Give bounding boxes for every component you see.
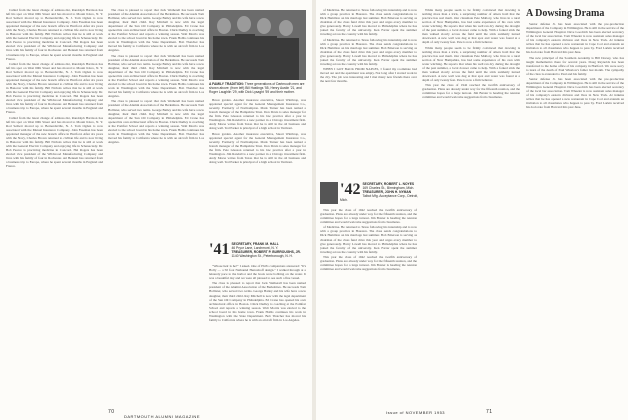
right-column-2b-text: This year the class of 1942 reached the twelfth anniversary of graduation. Plans are already under way for the fifteenth reunion, and the committee hopes for a large turnout. Jim Baxter is heading the reunion committee and would welcome suggestions from classmates.	[422, 83, 520, 100]
left-column-1	[6, 8, 103, 406]
class-41-treasurer: TREASURER, ROBERT P. BURROUGHS, JR.	[231, 250, 301, 254]
right-column-3-text: Senior defense Jr. has been associated with the pre-production department of the Company in Wilmington. He is still in the service of the Wilmington General Hospital. Dave Goodrich has been elected secretary of the local bar association. Tom Wheeler is now assistant sales manager of his company's eastern division and lives in New York. Al Jenkins writes that he has opened a new restaurant in Cape Cod and extends an invitation to all classmates who happen to pass by. Fred Larkin received his doctorate from Harvard this past June.	[526, 22, 624, 55]
class-42-secretary-name: SECRETARY, ROBERT L. NOYES	[362, 182, 415, 186]
class-41-secretary-name: SECRETARY, FRANK M. HALL	[231, 242, 279, 246]
left-column-3b	[209, 264, 306, 406]
left-column-2-text-repeat-2: The class is pleased to report that Jack Wetherell has been named president of the Alumni Association of the Berkshires. He succeeds Tom Hollister, who served two terms. George Bailey and his wife have a new daughter, their third child. Ray Mitchell is now with the legal department of the Sun Oil Company in Philadelphia. Ed Crane has opened his own architectural office in Boston. Chick Dudley is coaching at the Pomfret School and reports a winning season. Walt Morris was elected to the school board in his home town. Frank Hollis continues his work in Washington with the State Department. Bob Thatcher has moved his family to California where he is with an aircraft firm in Los Angeles.	[108, 99, 204, 144]
right-column-1-text: of Medicine. He returned to Texas following his internship and is now with a group practice in Houston. The class sends congratulations to Dick Hamilton on his marriage last summer. Bob Emerson is serving as chairman of the class fund drive this year and urges every member to give generously. Harry Lowell has moved to Philadelphia where he has joined the faculty of the university. Ken Farrar spent the summer traveling across the country with his family.	[320, 8, 417, 37]
class-41-address: 46 Pryor Lane, Larchmont, N. Y.	[231, 246, 279, 250]
right-column-1c	[320, 208, 417, 406]
left-column-2-text: The class is pleased to report that Jack Wetherell has been named president of the Alumni Association of the Berkshires. He succeeds Tom Hollister, who served two terms. George Bailey and his wife have a new daughter, their third child. Ray Mitchell is now with the legal department of the Sun Oil Company in Philadelphia. Ed Crane has opened his own architectural office in Boston. Chick Dudley is coaching at the Pomfret School and reports a winning season. Walt Morris was elected to the school board in his home town. Frank Hollis continues his work in Washington with the State Department. Bob Thatcher has moved his family to California where he is with an aircraft firm in Los Angeles.	[108, 8, 204, 53]
left-footer-title: DARTMOUTH ALUMNI MAGAZINE	[124, 414, 200, 419]
left-column-2	[108, 8, 204, 406]
left-column-1-text-repeat-2: Culled from the latest change of address-list, Randolph Harrison has left his spot on West 60th Street and has moved to Mount Kisco, N. Y. Rod Seibert moved up to Bernardsville, N. J. Tom Ogden is now associated with the Mutual Insurance Company. John Freeman has been appointed manager of the new branch office in Hartford. After six years with the Navy, Charles Brown returned to civilian life and is now living in Hanover with his family. Bill Nichols writes that he is still at work with the General Electric Company and enjoying life in Schenectady. Dr. Bob Pearce is practicing medicine in Concord. Hal Rogers has been elected vice president of the Wildwood Manufacturing Company and lives with his family of four in Rochester. Art Bennett has returned from a business trip to Europe, where he spent several months in England and France.	[6, 115, 103, 169]
right-column-1-text-repeat: of Medicine. He returned to Texas following his internship and is now with a group practice in Houston. The class sends congratulations to Dick Hamilton on his marriage last summer. Bob Emerson is serving as chairman of the class fund drive this year and urges every member to give generously. Harry Lowell has moved to Philadelphia where he has joined the faculty of the university. Ken Farrar spent the summer traveling across the country with his family.	[320, 37, 417, 66]
article-title: A Dowsing Drama	[526, 8, 605, 19]
right-column-2-text-repeat: While many people seem to be firmly convinced that dowsing is nothing more than a trick, a surprising number of others hold that the practice has real merit. Our classmate Pete Mallory, who lives in a rural section of New Hampshire, has had some experience of his own with water witching. He reports that when his well ran dry during the drought of the past summer, a local dowser came to help. With a forked stick the man walked slowly across the field until the stick suddenly turned downward. A new well was dug at that spot and water was found at a depth of only twenty feet. Pete is now a firm believer.	[422, 45, 520, 82]
right-footer-title: Issue of NOVEMBER 1953	[386, 410, 446, 415]
left-column-3	[209, 98, 306, 238]
right-column-1	[320, 8, 417, 178]
left-column-1-text: Culled from the latest change of address-list, Randolph Harrison has left his spot on West 60th Street and has moved to Mount Kisco, N. Y. Rod Seibert moved up to Bernardsville, N. J. Tom Ogden is now associated with the Mutual Insurance Company. John Freeman has been appointed manager of the new branch office in Hartford. After six years with the Navy, Charles Brown returned to civilian life and is now living in Hanover with his family. Bill Nichols writes that he is still at work with the General Electric Company and enjoying life in Schenectady. Dr. Bob Pearce is practicing medicine in Concord. Hal Rogers has been elected vice president of the Wildwood Manufacturing Company and lives with his family of four in Rochester. Art Bennett has returned from a business trip to Europe, where he spent several months in England and France.	[6, 8, 103, 61]
right-column-1c-text-repeat-2: This year the class of 1942 reached the twelfth anniversary of graduation. Plans are already under way for the fifteenth reunion, and the committee hopes for a large turnout. Jim Baxter is heading the reunion committee and would welcome suggestions from classmates.	[320, 254, 417, 272]
right-column-1c-text: This year the class of 1942 reached the twelfth anniversary of graduation. Plans are already under way for the fifteenth reunion, and the committee hopes for a large turnout. Jim Baxter is heading the reunion committee and would welcome suggestions from classmates.	[320, 208, 417, 225]
class-42-treasurer-address: Talbot Mfg. Acceptance Corp., Detroit, Mich.	[340, 194, 418, 202]
left-column-2-text-repeat: The class is pleased to report that Jack Wetherell has been named president of the Alumni Association of the Berkshires. He succeeds Tom Hollister, who served two terms. George Bailey and his wife have a new daughter, their third child. Ray Mitchell is now with the legal department of the Sun Oil Company in Philadelphia. Ed Crane has opened his own architectural office in Boston. Chick Dudley is coaching at the Pomfret School and reports a winning season. Walt Morris was elected to the school board in his home town. Frank Hollis continues his work in Washington with the State Department. Bob Thatcher has moved his family to California where he is with an aircraft firm in Los Angeles.	[108, 53, 204, 99]
right-column-3-text-repeat: Senior defense Jr. has been associated with the pre-production department of the Company in Wilmington. He is still in the service of the Wilmington General Hospital. Dave Goodrich has been elected secretary of the local bar association. Tom Wheeler is now assistant sales manager of his company's eastern division and lives in New York. Al Jenkins writes that he has opened a new restaurant in Cape Cod and extends an invitation to all classmates who happen to pass by. Fred Larkin received his doctorate from Harvard this past June.	[526, 76, 624, 110]
left-column-3b-text-repeat: The class is pleased to report that Jack Wetherell has been named president of the Alumni Association of the Berkshires. He succeeds Tom Hollister, who served two terms. George Bailey and his wife have a new daughter, their third child. Ray Mitchell is now with the legal department of the Sun Oil Company in Philadelphia. Ed Crane has opened his own architectural office in Boston. Chick Dudley is coaching at the Pomfret School and reports a winning season. Walt Morris was elected to the school board in his home town. Frank Hollis continues his work in Washington with the State Department. Bob Thatcher has moved his family to California where he is with an aircraft firm in Los Angeles.	[209, 281, 306, 322]
right-column-3	[526, 22, 624, 406]
left-column-3-text: Bruce garden. Another insurance executive, Stuart Winthrop, was appointed special agent for the General Management Insurance Co., recently. Formerly of Northampton. Mark Turner has been named a branch manager of the Hampshire Trust. Don Davis is sales manager for the firm. Pete Gleason returned to his law practice after a year in Washington. Jim Randall is a new partner in a Chicago investment firm. Andy Morse writes from Texas that he is still in the oil business and doing well. Ted Parker is principal of a high school in Vermont.	[209, 98, 306, 131]
right-column-3b-text: The new principal of the Southern Academy is Bill Dorsey, who has taught mathematics there for several years. Doug Reynolds has been transferred to the home office of his company in Hartford. We were sorry to learn of the death of Paul Winslow's father last month. The sympathy of the class is extended to Paul and his family.	[526, 55, 624, 76]
left-page-number: 70	[108, 409, 115, 415]
right-page-number: 71	[486, 409, 493, 415]
class-41-header	[209, 242, 306, 258]
class-41-treasurer-address: 1140 Washington St., Peterborough, N. H.	[231, 254, 293, 258]
class-42-header	[340, 182, 418, 202]
photo-caption	[209, 82, 306, 94]
left-page	[0, 0, 312, 420]
right-column-2	[422, 8, 520, 406]
family-photo	[209, 10, 306, 80]
class-41-number: '41	[209, 241, 230, 258]
class-42-address: 169 Charles St., Birmingham, Mich.	[362, 186, 415, 190]
left-column-1-text-repeat: Culled from the latest change of address-list, Randolph Harrison has left his spot on West 60th Street and has moved to Mount Kisco, N. Y. Rod Seibert moved up to Bernardsville, N. J. Tom Ogden is now associated with the Mutual Insurance Company. John Freeman has been appointed manager of the new branch office in Hartford. After six years with the Navy, Charles Brown returned to civilian life and is now living in Hanover with his family. Bill Nichols writes that he is still at work with the General Electric Company and enjoying life in Schenectady. Dr. Bob Pearce is practicing medicine in Concord. Hal Rogers has been elected vice president of the Wildwood Manufacturing Company and lives with his family of four in Rochester. Art Bennett has returned from a business trip to Europe, where he spent several months in England and France.	[6, 61, 103, 115]
right-column-2-text: While many people seem to be firmly convinced that dowsing is nothing more than a trick, a surprising number of others hold that the practice has real merit. Our classmate Pete Mallory, who lives in a rural section of New Hampshire, has had some experience of his own with water witching. He reports that when his well ran dry during the drought of the past summer, a local dowser came to help. With a forked stick the man walked slowly across the field until the stick suddenly turned downward. A new well was dug at that spot and water was found at a depth of only twenty feet. Pete is now a firm believer.	[422, 8, 520, 45]
photo-caption-title: A FAMILY TRADITION:	[209, 82, 244, 86]
left-column-3b-text: "Whose heir is he?" I asked. One of Phil's companions answered: "It's Holly — a 50 foot Nathaniel Herreshoff design." I walked through at a leisurely pace to the harbor and the boats were bobbing on the water. It was a beautiful day and we were all pleased to see such a fine vessel.	[209, 264, 306, 281]
class-42-treasurer: TREASURER, JOHN H. NYMAN	[362, 190, 412, 194]
right-column-1b-text: WHEN I GOT BACK FROM NAPLES, I found my roommate had moved out and the apartment was empty. Not long after I started work in the city. The job was interesting and I met many new friends there over the next few months.	[320, 67, 417, 84]
left-column-3-text-repeat: Bruce garden. Another insurance executive, Stuart Winthrop, was appointed special agent for the General Management Insurance Co., recently. Formerly of Northampton. Mark Turner has been named a branch manager of the Hampshire Trust. Don Davis is sales manager for the firm. Pete Gleason returned to his law practice after a year in Washington. Jim Randall is a new partner in a Chicago investment firm. Andy Morse writes from Texas that he is still in the oil business and doing well. Ted Parker is principal of a high school in Vermont.	[209, 131, 306, 164]
portrait-photo	[320, 182, 338, 204]
left-footer	[108, 409, 115, 415]
photo-caption-text: Three generations of Dartmouth men are shown above: (from left) Bill Hastings '55, Henry Austin '21, and Roger Laughlin '29, with Dick Lysaght '59 and their mother.	[209, 82, 305, 94]
class-42-number: '42	[340, 181, 361, 198]
right-column-1c-text-repeat: of Medicine. He returned to Texas following his internship and is now with a group practice in Houston. The class sends congratulations to Dick Hamilton on his marriage last summer. Bob Emerson is serving as chairman of the class fund drive this year and urges every member to give generously. Harry Lowell has moved to Philadelphia where he has joined the faculty of the university. Ken Farrar spent the summer traveling across the country with his family.	[320, 225, 417, 254]
right-page	[316, 0, 628, 420]
